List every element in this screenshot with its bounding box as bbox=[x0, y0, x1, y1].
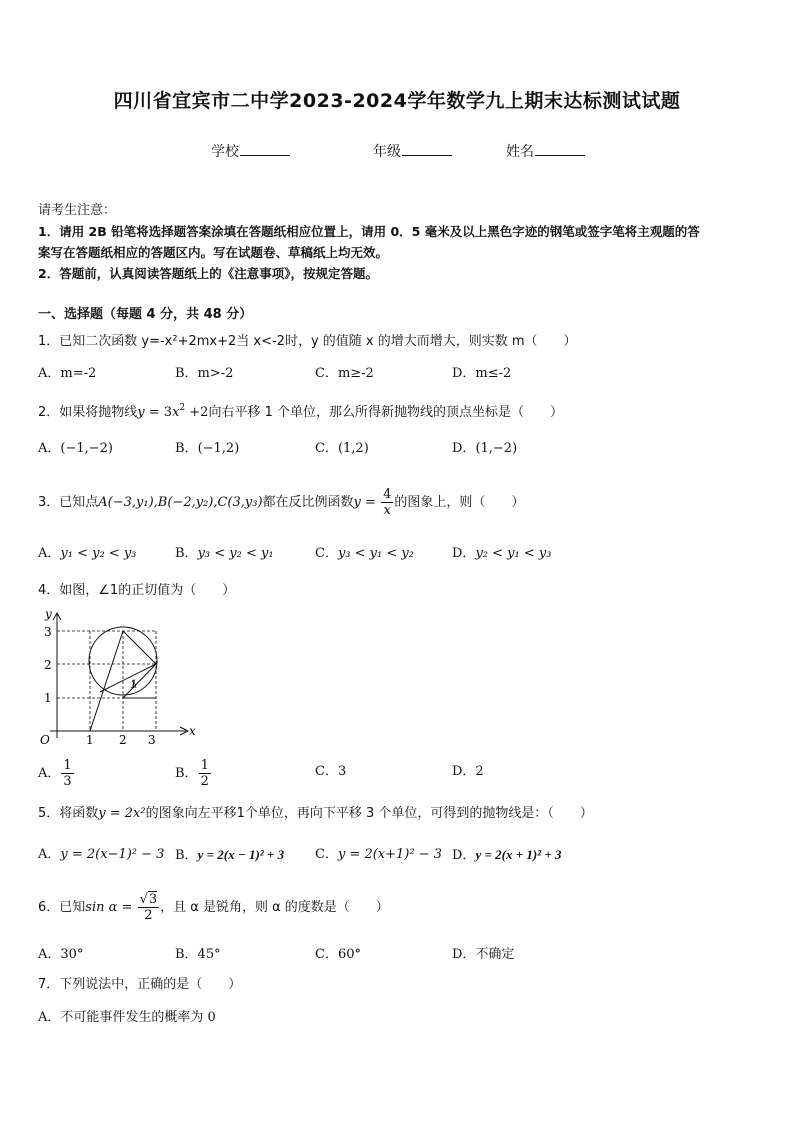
q2-stem-pre: 2．如果将抛物线 bbox=[38, 405, 138, 420]
q2-stem-post: 向右平移 1 个单位，那么所得新抛物线的顶点坐标是（ ） bbox=[208, 405, 563, 420]
q3-stem-mid: 都在反比例函数 bbox=[262, 495, 354, 510]
q7-option-a[interactable]: A．不可能事件发生的概率为 0 bbox=[38, 1010, 216, 1025]
x-tick-1: 1 bbox=[86, 733, 94, 746]
grade-label: 年级 bbox=[373, 144, 401, 160]
x-tick-3: 3 bbox=[148, 733, 156, 746]
q4-figure bbox=[30, 604, 200, 746]
school-field bbox=[211, 141, 290, 161]
q3-option-d[interactable]: D．y₂ < y₁ < y₃ bbox=[452, 546, 552, 561]
q6-option-c[interactable]: C．60° bbox=[315, 947, 361, 962]
q3-stem-post: 的图象上，则（ ） bbox=[394, 495, 525, 510]
angle-1-label: 1 bbox=[130, 678, 137, 691]
y-tick-2: 2 bbox=[44, 658, 52, 672]
school-blank bbox=[240, 143, 290, 156]
grade-blank bbox=[402, 143, 452, 156]
q3-stem-pre: 3．已知点 bbox=[38, 495, 99, 510]
name-field bbox=[506, 141, 585, 161]
q6-option-d[interactable]: D．不确定 bbox=[452, 947, 515, 962]
notice-line-2: 2．答题前，认真阅读答题纸上的《注意事项》，按规定答题。 bbox=[38, 266, 378, 281]
question-7-stem: 7．下列说法中，正确的是（ ） bbox=[38, 977, 242, 992]
question-5-stem bbox=[38, 806, 593, 822]
q6-option-b[interactable]: B．45° bbox=[175, 947, 221, 962]
q5-option-b[interactable]: B．y = 2(x − 1)² + 3 bbox=[175, 847, 285, 863]
question-1-stem: 1．已知二次函数 y=-x²+2mx+2当 x<-2时，y 的值随 x 的增大而增大，则实数 m（ ） bbox=[38, 334, 577, 349]
q2-option-c[interactable]: C．(1,2) bbox=[315, 441, 369, 456]
y-axis-label: y bbox=[45, 607, 52, 621]
grade-field bbox=[373, 141, 452, 161]
question-3-stem bbox=[38, 485, 524, 521]
q4-axes bbox=[50, 614, 186, 738]
question-2-stem bbox=[38, 400, 563, 421]
name-blank bbox=[535, 143, 585, 156]
q3-option-c[interactable]: C．y₃ < y₁ < y₂ bbox=[315, 546, 414, 561]
q6-option-a[interactable]: A．30° bbox=[38, 947, 84, 962]
q1-option-d[interactable]: D．m≤-2 bbox=[452, 366, 512, 381]
notice-heading: 请考生注意： bbox=[38, 203, 117, 218]
notice-line-1b: 案写在答题纸相应的答题区内。写在试题卷、草稿纸上均无效。 bbox=[38, 245, 389, 260]
q2-expression: $y = 3x^2 +2$ bbox=[137, 403, 209, 420]
school-label: 学校 bbox=[211, 144, 239, 160]
q5-function: y = 2x² bbox=[98, 806, 146, 821]
q1-option-a[interactable]: A．m=-2 bbox=[38, 366, 97, 381]
q1-option-c[interactable]: C．m≥-2 bbox=[315, 366, 374, 381]
x-tick-2: 2 bbox=[119, 733, 127, 746]
q5-stem-pre: 5．将函数 bbox=[38, 806, 99, 821]
q3-function: y = $\frac{4}{x}$ bbox=[353, 487, 392, 518]
q3-points: A(−3,y₁),B(−2,y₂),C(3,y₃) bbox=[98, 495, 263, 510]
q6-stem-post: ，且 α 是锐角，则 α 的度数是（ ） bbox=[160, 900, 389, 915]
q2-option-a[interactable]: A．(−1,−2) bbox=[38, 441, 113, 456]
section-heading: 一、选择题（每题 4 分，共 48 分） bbox=[38, 307, 253, 322]
question-6-stem bbox=[38, 889, 389, 927]
q4-option-c[interactable]: C．3 bbox=[315, 764, 347, 779]
notice-line-1a: 1．请用 2B 铅笔将选择题答案涂填在答题纸相应位置上，请用 0．5 毫米及以上黑色字迹的钢笔或签字笔将主观题的答 bbox=[38, 224, 700, 239]
q5-stem-post: 的图象向左平移1个单位，再向下平移 3 个单位，可得到的抛物线是：（ ） bbox=[145, 806, 593, 821]
q3-option-a[interactable]: A．y₁ < y₂ < y₃ bbox=[38, 546, 137, 561]
q1-option-b[interactable]: B．m>-2 bbox=[175, 366, 234, 381]
page-title: 四川省宜宾市二中学2023-2024学年数学九上期末达标测试试题 bbox=[113, 90, 681, 112]
x-axis-label: x bbox=[189, 724, 196, 738]
q2-option-b[interactable]: B．(−1,2) bbox=[175, 441, 240, 456]
question-4-stem: 4．如图，∠1的正切值为（ ） bbox=[38, 583, 236, 598]
y-tick-1: 1 bbox=[44, 691, 52, 705]
name-label: 姓名 bbox=[506, 144, 534, 160]
q4-option-d[interactable]: D．2 bbox=[452, 764, 484, 779]
q6-sine-expression: sin α = $\frac{√3}{2}$ bbox=[85, 892, 158, 923]
q5-option-a[interactable]: A．y = 2(x−1)² − 3 bbox=[38, 847, 165, 862]
origin-label: O bbox=[40, 733, 50, 746]
q5-option-c[interactable]: C．y = 2(x+1)² − 3 bbox=[315, 847, 443, 862]
q6-stem-pre: 6．已知 bbox=[38, 900, 86, 915]
y-tick-3: 3 bbox=[44, 625, 52, 639]
q5-option-d[interactable]: D．y = 2(x + 1)² + 3 bbox=[452, 847, 562, 863]
q3-option-b[interactable]: B．y₃ < y₂ < y₁ bbox=[175, 546, 274, 561]
q2-option-d[interactable]: D．(1,−2) bbox=[452, 441, 518, 456]
q4-option-b[interactable]: B． $\frac{1}{2}$ bbox=[175, 758, 209, 789]
q4-option-a[interactable]: A． $\frac{1}{3}$ bbox=[38, 758, 72, 789]
